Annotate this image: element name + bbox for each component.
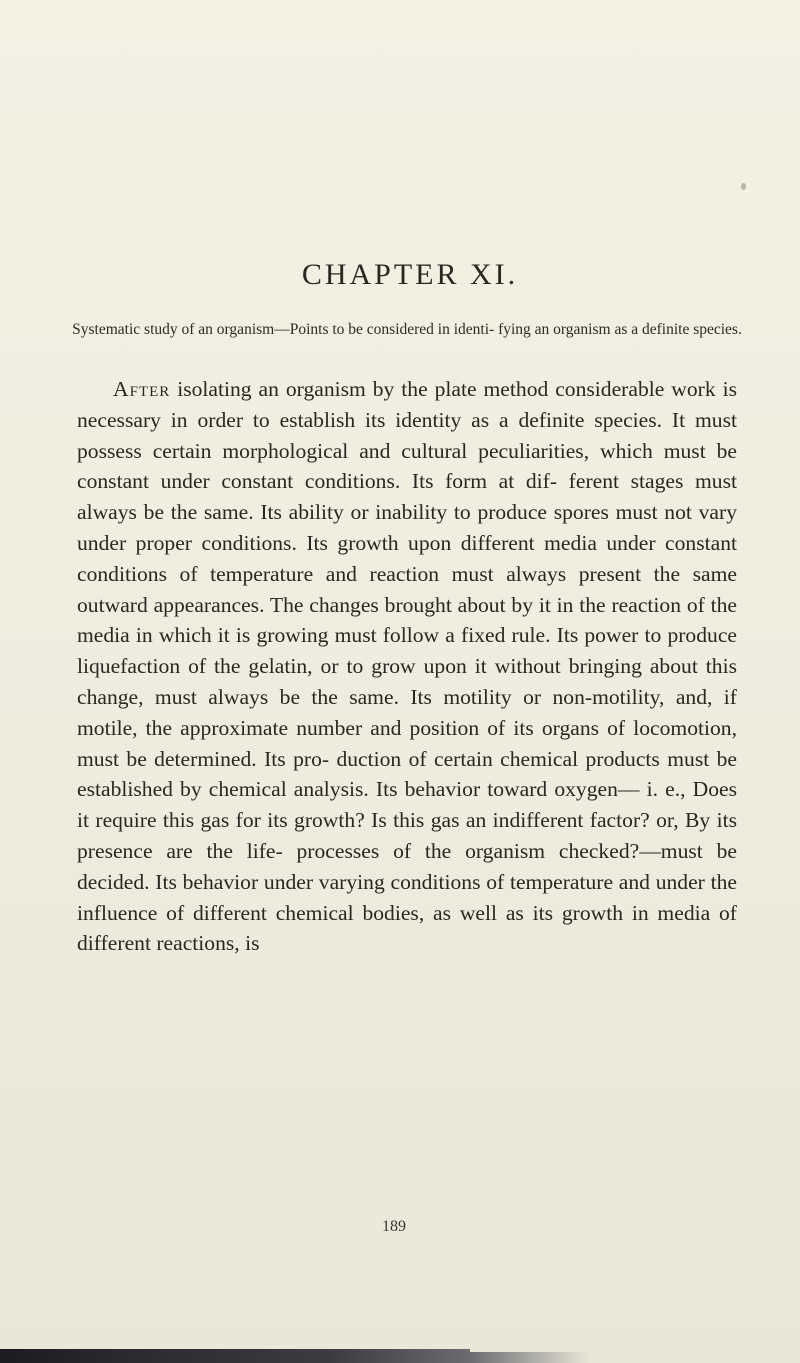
chapter-summary: Systematic study of an organism—Points to be considered in identi- fying an organism as a definite species. (72, 321, 742, 338)
body-paragraph (77, 374, 737, 959)
paragraph-first-word: After (113, 377, 171, 401)
paragraph-text: isolating an organism by the plate method considerable work is necessary in order to establish its identity as a definite species. It must possess certain morphological and cultural peculiarities, which must be constant under constant conditions. Its form at dif- ferent stages must always be the same. Its ability or inability to produce spores must not vary under proper conditions. Its growth upon different media under constant conditions of temperature and reaction must always present the same outward appearances. The changes brought about by it in the reaction of the media in which it is growing must follow a fixed rule. Its power to produce liquefaction of the gelatin, or to grow upon it without bringing about this change, must always be the same. Its motility or non-motility, and, if motile, the approximate number and position of its organs of locomotion, must be determined. Its pro- duction of certain chemical products must be established by chemical analysis. Its behavior toward oxygen— i. e., Does it require this gas for its growth? Is this gas an indifferent factor? or, By its presence are the life- processes of the organism checked?—must be decided. Its behavior under varying conditions of temperature and under the influence of different chemical bodies, as well as its growth in media of different reactions, is (77, 377, 737, 956)
chapter-title: CHAPTER XI. (301, 258, 519, 291)
paper-speck (741, 183, 746, 190)
scan-edge-shadow (0, 1349, 470, 1363)
scan-edge-fade (470, 1352, 590, 1363)
page-number: 189 (382, 1218, 406, 1235)
